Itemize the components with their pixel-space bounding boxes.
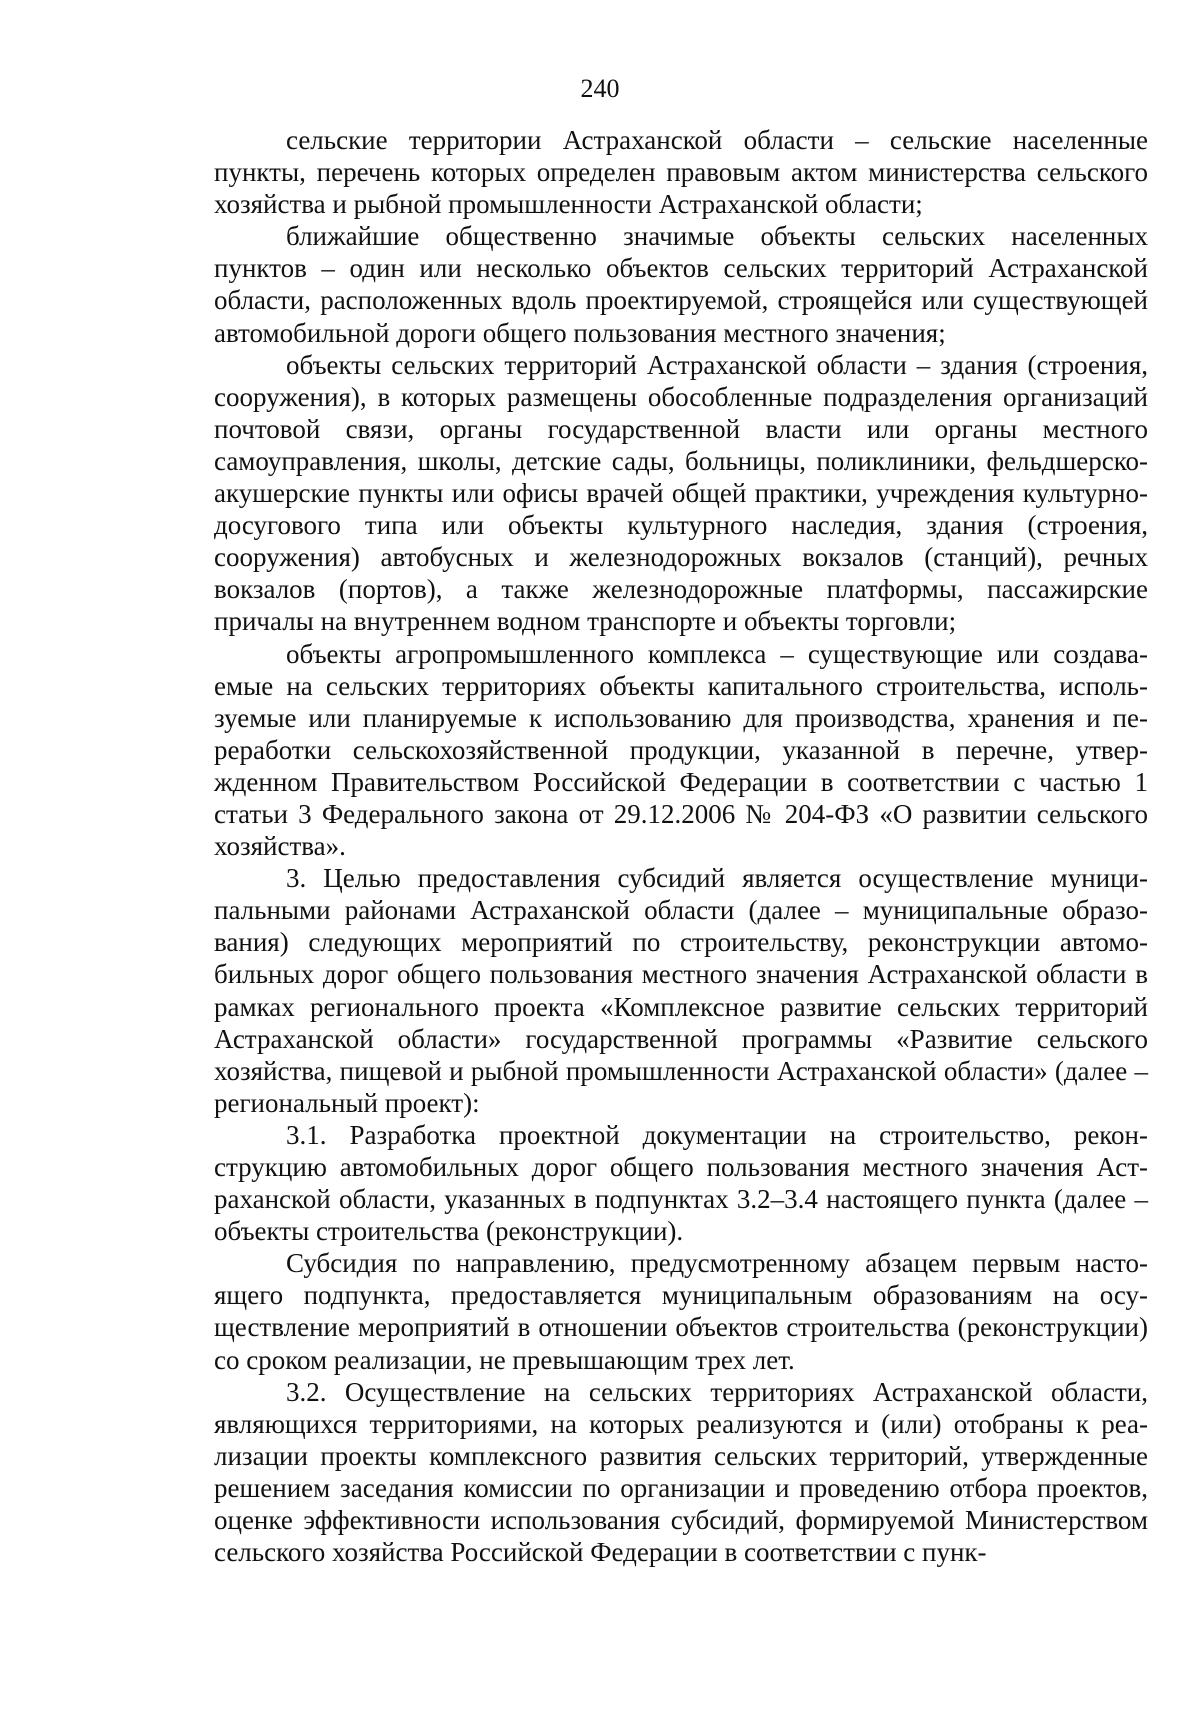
- document-body: [214, 124, 1148, 1568]
- paragraph-subsidy-direction: Субсидия по направлению, предусмотренному абзацем первым настоящего подпункта, предоставляется муниципальным образованиям на осуществление мероприятий в отношении объектов строительства (реконструкции) со сроком реализации, не превышающим трех лет.: [214, 1248, 1148, 1375]
- paragraph-nearest-significant-objects-definition: ближайшие общественно значимые объекты сельских населенных пунктов – один или несколько объектов сельских территорий Астраханской области, расположенных вдоль проектируемой, строящейся или существующей автомобильной дороги общего пользования местного значения;: [214, 221, 1148, 348]
- page-number: 240: [580, 74, 620, 103]
- paragraph-agro-industrial-objects-definition: объекты агропромышленного комплекса – существующие или создаваемые на сельских территориях объекты капитального строительства, используемые или планируемые к использованию для производства, хранения и переработки сельскохозяйственной продукции, указанной в перечне, утвержденном Правительством Российской Федерации в соответствии с частью 1 статьи 3 Федерального закона от 29.12.2006 № 204-ФЗ «О развитии сельского хозяйства».: [214, 638, 1148, 862]
- paragraph-section-3-1: 3.1. Разработка проектной документации на строительство, реконструкцию автомобильных дорог общего пользования местного значения Астраханской области, указанных в подпунктах 3.2–3.4 настоящего пункта (далее – объекты строительства (реконструкции).: [214, 1119, 1148, 1247]
- paragraph-rural-territories-definition: сельские территории Астраханской области – сельские населенные пункты, перечень которых определен правовым актом министерства сельского хозяйства и рыбной промышленности Астраханской области;: [214, 125, 1148, 220]
- paragraph-section-3-2: 3.2. Осуществление на сельских территориях Астраханской области, являющихся территориями, на которых реализуются и (или) отобраны к реализации проекты комплексного развития сельских территорий, утвержденные решением заседания комиссии по организации и проведению отбора проектов, оценке эффективности использования субсидий, формируемой Министерством сельского хозяйства Российской Федерации в соответствии с пунк-: [214, 1376, 1148, 1568]
- paragraph-section-3-purpose: 3. Целью предоставления субсидий является осуществление муниципальными районами Астраханской области (далее – муниципальные образования) следующих мероприятий по строительству, реконструкции автомобильных дорог общего пользования местного значения Астраханской области в рамках регионального проекта «Комплексное развитие сельских территорий Астраханской области» государственной программы «Развитие сельского хозяйства, пищевой и рыбной промышленности Астраханской области» (далее – региональный проект):: [214, 863, 1148, 1118]
- paragraph-rural-territory-objects-definition: объекты сельских территорий Астраханской области – здания (строения, сооружения), в которых размещены обособленные подразделения организаций почтовой связи, органы государственной власти или органы местного самоуправления, школы, детские сады, больницы, поликлиники, фельдшерско-акушерские пункты или офисы врачей общей практики, учреждения культурно-досугового типа или объекты культурного наследия, здания (строения, сооружения) автобусных и железнодорожных вокзалов (станций), речных вокзалов (портов), а также железнодорожные платформы, пассажирские причалы на внутреннем водном транспорте и объекты торговли;: [214, 349, 1148, 637]
